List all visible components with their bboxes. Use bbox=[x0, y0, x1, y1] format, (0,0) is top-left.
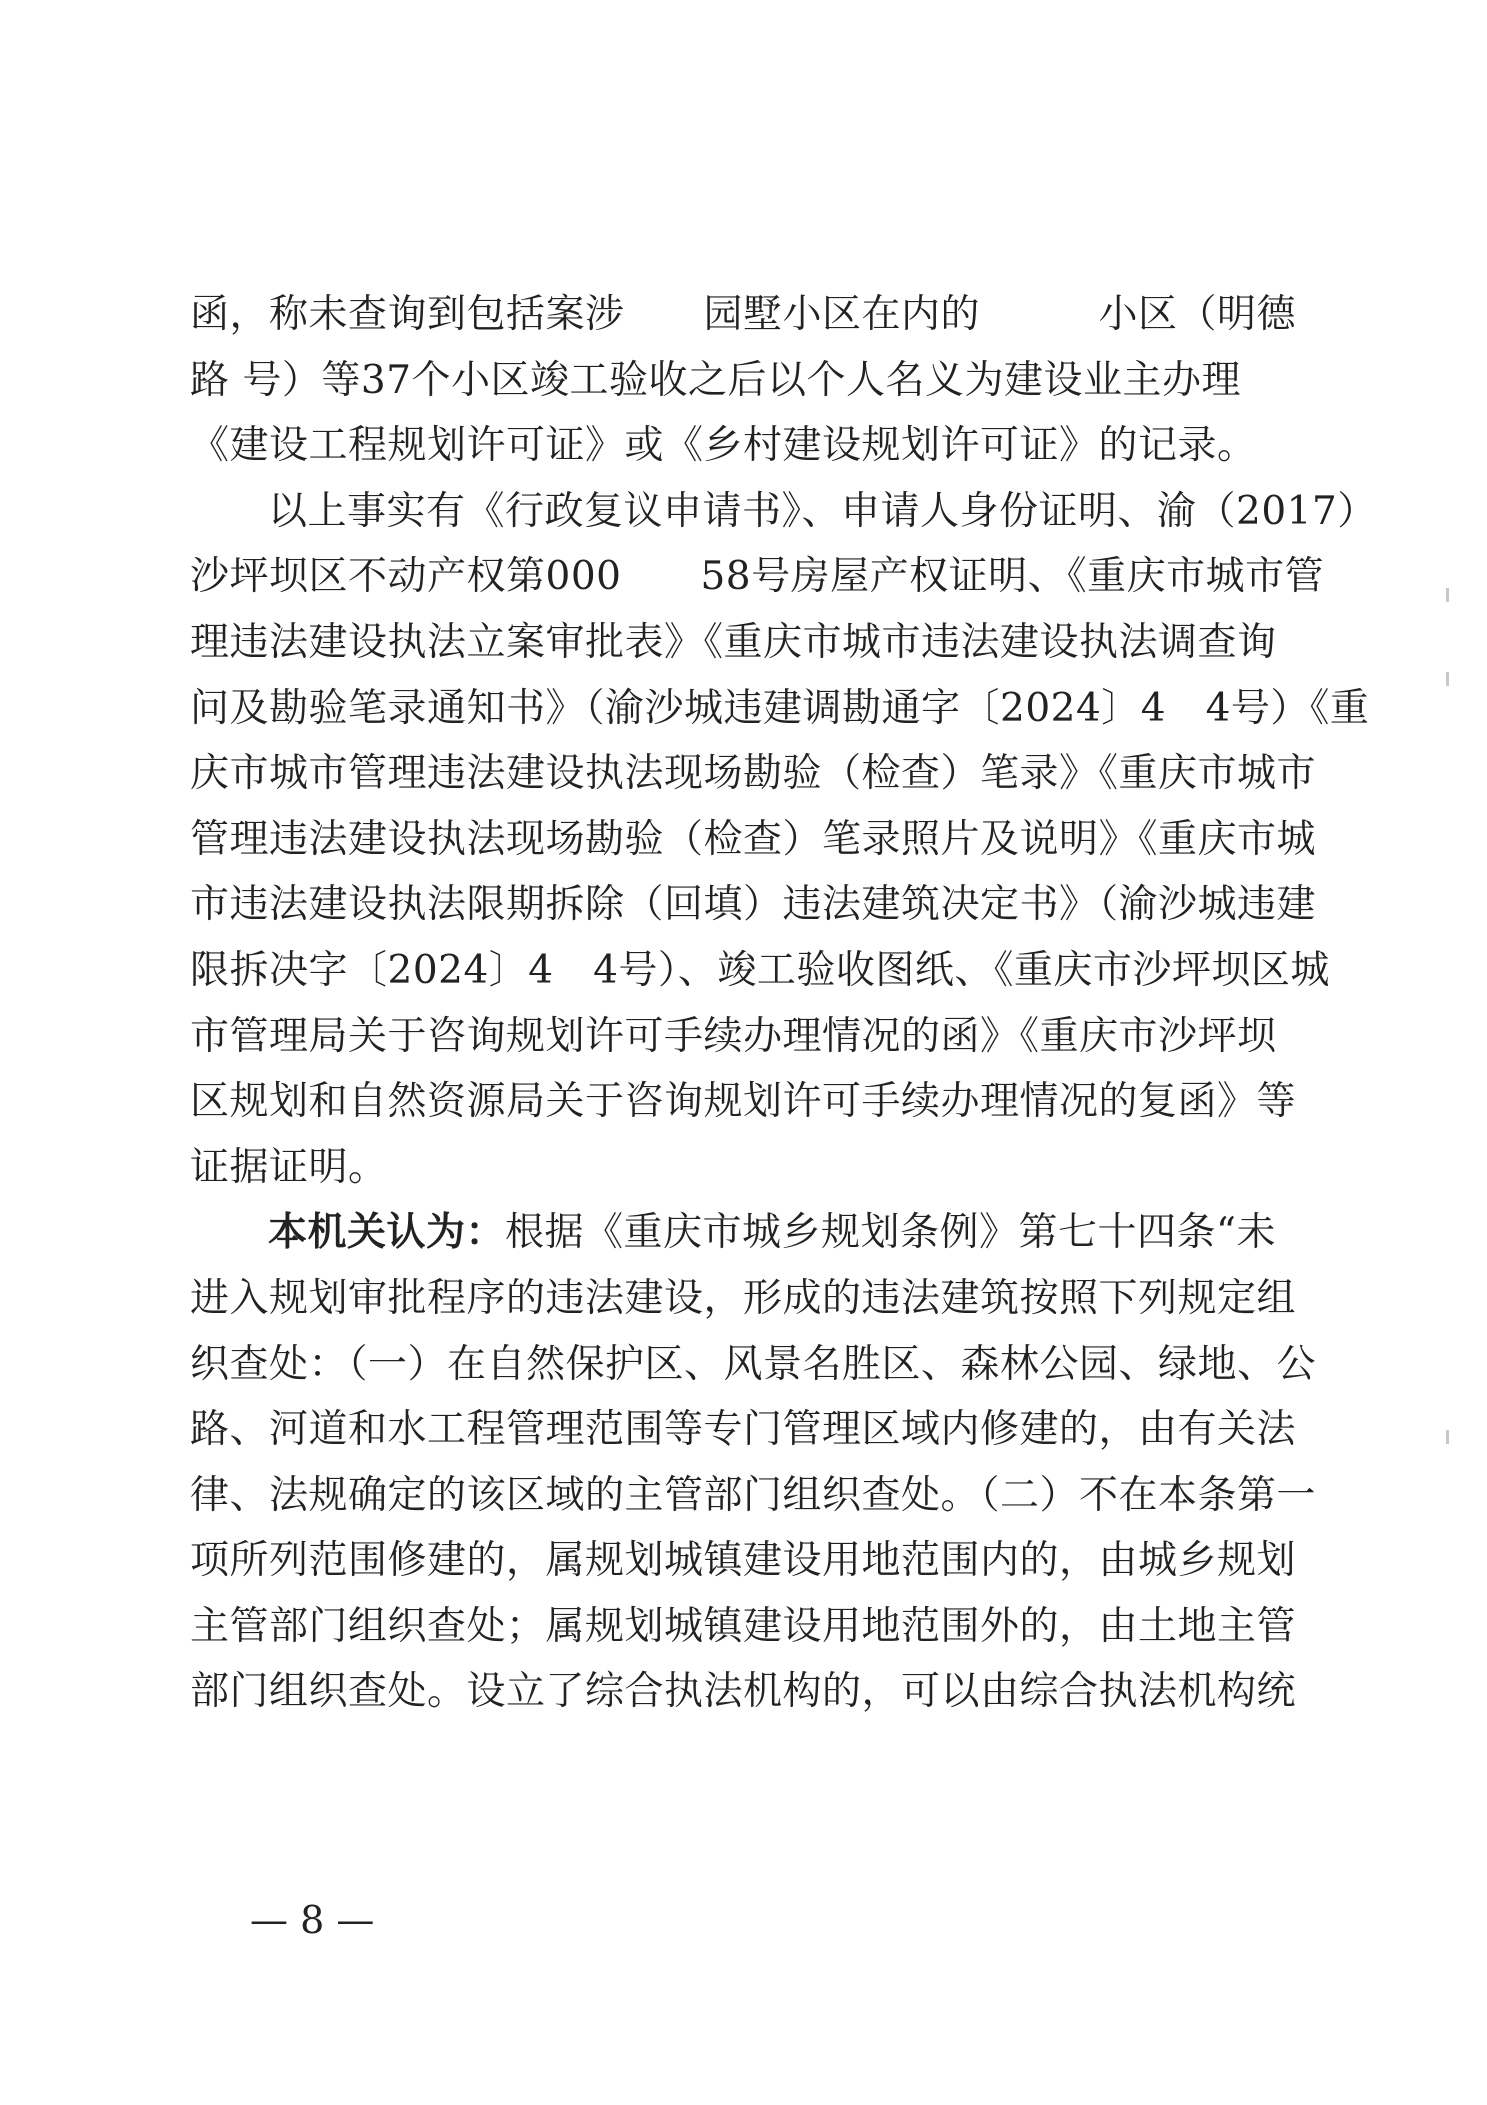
text-line: 市违法建设执法限期拆除（回填）违法建筑决定书》（渝沙城违建 bbox=[190, 882, 1317, 928]
text-line: 《建设工程规划许可证》或《乡村建设规划许可证》的记录。 bbox=[190, 423, 1257, 469]
scan-artifact bbox=[1446, 1430, 1449, 1444]
body-text bbox=[190, 282, 1377, 1725]
text-line: 进入规划审批程序的违法建设，形成的违法建筑按照下列规定组 bbox=[190, 1275, 1297, 1321]
bold-lead-text: 本机关认为： bbox=[268, 1210, 506, 1256]
scan-artifact bbox=[1446, 672, 1449, 686]
text-line: 函，称未查询到包括案涉 园墅小区在内的 小区（明德 bbox=[190, 292, 1297, 337]
text-line: 主管部门组织查处；属规划城镇建设用地范围外的，由土地主管 bbox=[190, 1603, 1297, 1649]
text-line: 沙坪坝区不动产权第000 58号房屋产权证明、《重庆市城市管 bbox=[190, 554, 1325, 600]
text-line: 限拆决字〔2024〕4 4号）、竣工验收图纸、《重庆市沙坪坝区城 bbox=[190, 947, 1330, 993]
text-line: 证据证明。 bbox=[190, 1144, 388, 1190]
page-number: — 8 — bbox=[250, 1898, 375, 1942]
text-line bbox=[190, 1200, 1290, 1266]
text-line: 项所列范围修建的，属规划城镇建设用地范围内的，由城乡规划 bbox=[190, 1538, 1297, 1584]
text-line: 路 号）等37个小区竣工验收之后以个人名义为建设业主办理 bbox=[190, 357, 1242, 403]
text-line: 律、法规确定的该区域的主管部门组织查处。（二）不在本条第一 bbox=[190, 1472, 1317, 1518]
text-line: 区规划和自然资源局关于咨询规划许可手续办理情况的复函》等 bbox=[190, 1079, 1297, 1125]
text-line-rest: 根据《重庆市城乡规划条例》第七十四条“未 bbox=[505, 1210, 1276, 1256]
text-line: 以上事实有《行政复议申请书》、申请人身份证明、渝（2017） bbox=[268, 488, 1377, 534]
text-line: 理违法建设执法立案审批表》《重庆市城市违法建设执法调查询 bbox=[190, 619, 1277, 665]
text-line: 部门组织查处。设立了综合执法机构的，可以由综合执法机构统 bbox=[190, 1669, 1297, 1715]
text-line: 路、河道和水工程管理范围等专门管理区域内修建的，由有关法 bbox=[190, 1407, 1297, 1453]
text-line: 织查处：（一）在自然保护区、风景名胜区、森林公园、绿地、公 bbox=[190, 1341, 1317, 1387]
text-line: 问及勘验笔录通知书》（渝沙城违建调勘通字〔2024〕4 4号）《重 bbox=[190, 685, 1370, 731]
text-line: 庆市城市管理违法建设执法现场勘验（检查）笔录》《重庆市城市 bbox=[190, 751, 1317, 797]
scan-artifact bbox=[1446, 588, 1449, 602]
text-line: 市管理局关于咨询规划许可手续办理情况的函》《重庆市沙坪坝 bbox=[190, 1013, 1277, 1059]
text-line: 管理违法建设执法现场勘验（检查）笔录照片及说明》《重庆市城 bbox=[190, 816, 1317, 862]
